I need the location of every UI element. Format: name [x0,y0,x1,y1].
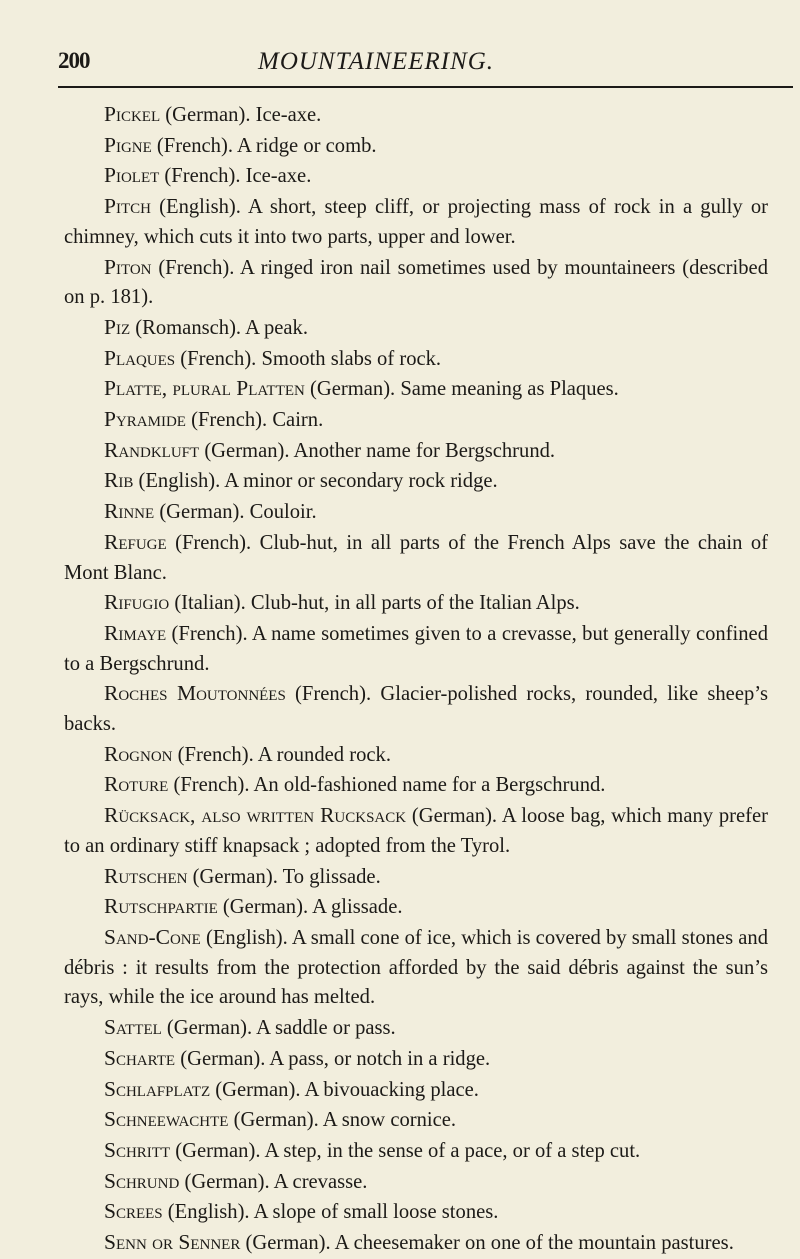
glossary-entry [64,313,768,344]
entry-definition: (French). A name sometimes given to a crevasse, but generally confined to a Bergschrund. [64,622,768,675]
entry-definition: (German). A snow cornice. [228,1109,457,1132]
entry-definition: (French). A ringed iron nail sometimes used by mountaineers (described on p. 181). [64,256,768,309]
entry-definition: (German). A bivouacking place. [210,1078,479,1101]
entry-definition: (German). A step, in the sense of a pace, or of a step cut. [170,1139,641,1162]
entry-definition: (French). A ridge or comb. [151,134,377,157]
entry-term: Piolet [104,163,160,188]
entry-term: Pitch [104,194,151,219]
entry-term: Rognon [104,741,173,766]
glossary-entry [64,862,768,893]
entry-definition: (German). Couloir. [154,501,317,524]
entry-definition: (German). A crevasse. [179,1170,368,1193]
entry-term: Schlafplatz [104,1076,211,1101]
entry-definition: (German). A saddle or pass. [161,1017,396,1040]
glossary-entry [64,344,768,375]
entry-term: Rutschen [104,863,188,888]
glossary-entry [64,1228,768,1259]
entry-term: Rifugio [104,590,170,615]
entry-term: Plaques [104,345,176,370]
entry-term: Rutschpartie [104,894,218,919]
entry-definition: (Romansch). A peak. [130,316,308,339]
entry-definition: (German). Same meaning as Plaques. [304,378,619,401]
glossary-entry [64,588,768,619]
entry-definition: (English). A slope of small loose stones. [162,1201,499,1224]
glossary-entry [64,192,768,252]
entry-definition: (German). To glissade. [187,865,381,888]
glossary-entry [64,436,768,467]
entry-term: Scharte [104,1045,176,1070]
glossary-entry [64,1197,768,1228]
running-head-title: MOUNTAINEERING. [258,48,495,75]
glossary-entry [64,1167,768,1198]
entry-term: Schneewachte [104,1107,229,1132]
entry-definition: (German). A pass, or notch in a ridge. [175,1047,491,1070]
entry-definition: (English). A minor or secondary rock ridge. [133,470,498,493]
entry-term: Pickel [104,102,161,126]
entry-term: Sattel [104,1015,162,1040]
glossary-entry [64,1075,768,1106]
glossary-entry [64,374,768,405]
glossary-entry [64,923,768,1013]
entry-term: Rimaye [104,620,167,645]
glossary-entry [64,1105,768,1136]
glossary-entry [64,466,768,497]
entry-term: Platte, plural Platten [104,376,305,401]
entry-definition: (French). Ice-axe. [159,165,312,188]
glossary-entry [64,528,768,588]
entry-definition: (French). An old-fashioned name for a Bergschrund. [168,774,606,797]
glossary-entry [64,1136,768,1167]
entry-term: Rib [104,468,134,493]
entry-term: Schritt [104,1137,171,1162]
entry-definition: (English). A short, steep cliff, or projecting mass of rock in a gully or chimney, which cuts it into two parts, upper and lower. [64,196,768,248]
entry-definition: (French). Smooth slabs of rock. [175,347,442,370]
entry-definition: (French). A rounded rock. [172,743,391,766]
glossary-entry [64,740,768,771]
entry-term: Roches Moutonnées [104,681,286,706]
glossary-entry [64,253,768,313]
entry-definition: (French). Cairn. [185,409,324,432]
entry-term: Rinne [104,499,155,524]
entry-term: Sand-Cone [104,924,201,949]
glossary-entry [64,405,768,436]
entry-definition: (French). Glacier-polished rocks, rounded, like sheep’s backs. [64,683,768,736]
glossary-entry [64,892,768,923]
entry-term: Refuge [104,529,167,554]
header-rule [58,86,793,88]
glossary-entry [64,679,768,739]
glossary-entries [64,100,768,1259]
entry-definition: (Italian). Club-hut, in all parts of the Italian Alps. [169,592,580,615]
entry-term: Pigne [104,132,152,157]
page-number: 200 [58,48,90,73]
entry-term: Piton [104,254,152,279]
glossary-entry [64,801,768,861]
page-header [58,48,758,88]
entry-definition: (French). Club-hut, in all parts of the French Alps save the chain of Mont Blanc. [64,531,768,584]
entry-term: Piz [104,314,131,339]
glossary-entry [64,161,768,192]
entry-term: Schrund [104,1168,180,1193]
entry-definition: (English). A small cone of ice, which is covered by small stones and débris : it results from the protection afforded by the said débris against the sun’s rays, while the ice around has melted. [64,926,768,1009]
entry-term: Roture [104,772,169,797]
glossary-entry [64,497,768,528]
entry-term: Senn or Senner [104,1230,241,1255]
glossary-entry [64,1013,768,1044]
glossary-entry [64,619,768,679]
entry-definition: (German). A glissade. [217,896,403,919]
entry-definition: (German). Ice-axe. [160,104,322,126]
entry-term: Rücksack, also written Rucksack [104,803,407,828]
entry-definition: (German). Another name for Bergschrund. [199,439,556,462]
glossary-entry [64,100,768,131]
glossary-entry [64,1044,768,1075]
entry-term: Screes [104,1199,163,1224]
entry-term: Pyramide [104,407,186,432]
entry-definition: (German). A cheesemaker on one of the mountain pastures. [240,1232,734,1255]
entry-definition: (German). A loose bag, which many prefer to an ordinary stiff knapsack ; adopted from the Tyrol. [64,805,768,857]
glossary-entry [64,770,768,801]
glossary-entry [64,131,768,162]
entry-term: Randkluft [104,437,200,462]
